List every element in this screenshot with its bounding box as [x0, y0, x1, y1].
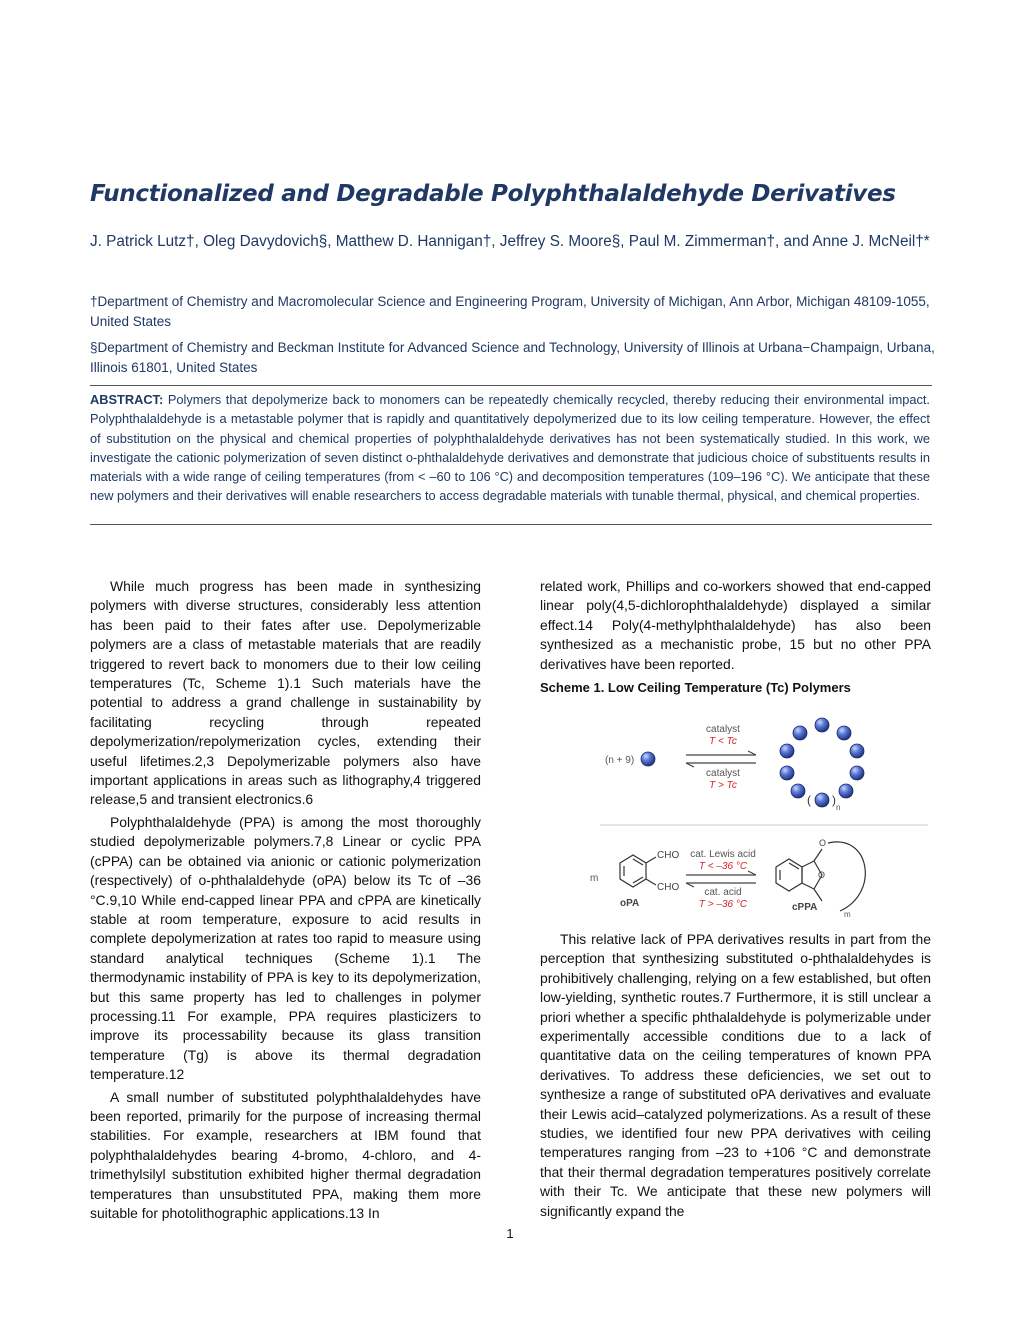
left-column [90, 577, 481, 1223]
svg-text:O: O [818, 870, 826, 881]
abstract-label: ABSTRACT: [90, 392, 164, 407]
cho-label-top: CHO [657, 850, 680, 862]
affiliation-illinois: §Department of Chemistry and Beckman Institute for Advanced Science and Technology, University of Illinois at Urbana−Champaign, Urbana, Illinois 61801, United States [90, 340, 935, 375]
affiliation-michigan: †Department of Chemistry and Macromolecular Science and Engineering Program, University of Michigan, Ann Arbor, Michigan 48109-1055, United States [90, 294, 930, 329]
bottom-polymer-subscript: m [844, 910, 851, 920]
svg-text:): ) [832, 793, 836, 808]
top-forward-catalyst: catalyst [706, 724, 740, 736]
abstract-bottom-rule [90, 524, 932, 525]
monomer-count-label: (n + 9) [605, 755, 635, 767]
author-list: J. Patrick Lutz†, Oleg Davydovich§, Matthew D. Hannigan†, Jeffrey S. Moore§, Paul M. Zimmerman†, and Anne J. McNeil†* [90, 233, 930, 250]
bottom-reverse-catalyst: cat. acid [704, 887, 742, 899]
opa-label: oPA [620, 898, 640, 910]
cppa-label: cPPA [792, 902, 818, 914]
bottom-m-label: m [590, 873, 599, 885]
monomer-sphere [641, 752, 655, 766]
top-forward-temp: T < Tc [709, 736, 737, 748]
right-column [540, 577, 931, 941]
paper-title: Functionalized and Degradable Polyphthalaldehyde Derivatives [90, 181, 896, 207]
abstract-top-rule [90, 385, 932, 386]
top-polymer-subscript: n [836, 803, 841, 813]
bottom-forward-catalyst: cat. Lewis acid [690, 849, 756, 861]
svg-text:O: O [819, 838, 827, 849]
bottom-reverse-temp: T > –36 °C [698, 899, 748, 911]
scheme-title: Scheme 1. Low Ceiling Temperature (Tc) Polymers [540, 680, 851, 696]
cyclic-polymer-ring [780, 718, 864, 807]
svg-text:(: ( [807, 793, 811, 808]
paragraph-related-work: related work, Phillips and co-workers showed that end-capped linear poly(4,5-dichlorophthalaldehyde) displayed a similar effect.14 Poly(4-methylphthalaldehyde) has also been synthesized as a mechanistic probe, 15 but no other PPA derivatives have been reported. [540, 578, 931, 672]
paragraph-substituted: A small number of substituted polyphthalaldehydes have been reported, primarily for the purpose of increasing thermal stabilities. For example, researchers at IBM found that polyphthalaldehydes bearing 4-bromo, 4-chloro, and 4-trimethylsilyl substitution exhibited higher thermal degradation temperatures than unsubstituted PPA, making them more suitable for photolithographic applications.13 In [90, 1088, 481, 1221]
opa-structure [620, 855, 656, 887]
paragraph-ppa: Polyphthalaldehyde (PPA) is among the most thoroughly studied depolymerizable polymers.7,8 Linear or cyclic PPA (cPPA) can be obtained via anionic or cationic polymerization (respectively) of o-phthalaldehyde (oPA) below its Tc of –36 °C.9,10 While end-capped linear PPA and cPPA are kinetically stable at room temperature, exposure to acid results in complete depolymerization at rates too rapid to measure using standard analytical techniques (Scheme 1).1 The thermodynamic instability of PPA is key to its depolymerization, but this same property has led to challenges in polymer processing.11 For example, PPA requires plasticizers to improve its processability because its glass transition temperature (Tg) is above its thermal degradation temperature.12 [90, 813, 481, 1083]
top-reverse-temp: T > Tc [709, 780, 737, 792]
cho-label-bottom: CHO [657, 882, 680, 894]
paragraph-lack-of-derivatives: This relative lack of PPA derivatives results in part from the perception that synthesizing substituted o-phthalaldehydes is prohibitively challenging, relying on a few established, but often low-yielding, synthetic routes.7 Furthermore, it is still unclear a priori whether a specific phthalaldehyde is polymerizable under experimentally accessible conditions due to a lack of quantitative data on the ceiling temperatures of known PPA derivatives. To address these deficiencies, we set out to synthesize a range of substituted oPA derivatives and evaluate their Lewis acid–catalyzed polymerizations. As a result of these studies, we identified four new PPA derivatives with ceiling temperatures ranging from –23 to +106 °C and demonstrate that their thermal degradation temperatures positively correlate with their Tc. We anticipate that these new polymers will significantly expand the [540, 931, 931, 1219]
right-column-continued [540, 930, 931, 1221]
bottom-forward-temp: T < –36 °C [698, 861, 748, 873]
abstract-text: Polymers that depolymerize back to monomers can be repeatedly chemically recycled, thereby reducing their environmental impact. Polyphthalaldehyde is a metastable polymer that is rapidly and quantitatively depolymerized due to its low ceiling temperature. However, the effect of substitution on the physical and chemical properties of polyphthalaldehyde derivatives has not been systematically studied. In this work, we investigate the cationic polymerization of seven distinct o-phthalaldehyde derivatives and demonstrate that judicious choice of substituents results in materials with a wide range of ceiling temperatures (from < –60 to 106 °C) and decomposition temperatures (109–196 °C). We anticipate that these new polymers and their derivatives will enable researchers to access degradable materials with tunable thermal, physical, and chemical properties. [90, 392, 930, 504]
scheme-1-figure [540, 703, 931, 939]
top-reverse-catalyst: catalyst [706, 768, 740, 780]
paragraph-intro: While much progress has been made in synthesizing polymers with diverse structures, considerably less attention has been paid to their fates after use. Depolymerizable polymers are a class of metastable materials that are readily triggered to revert back to monomers due to their low ceiling temperatures (Tc, Scheme 1).1 Such materials have the potential to address a grand challenge in sustainability by facilitating recycling through repeated depolymerization/repolymerization cycles, extending their useful lifetimes.2,3 Depolymerizable polymers also have important applications in areas such as lithography,4 triggered release,5 and transient electronics.6 [90, 578, 481, 808]
abstract [90, 390, 930, 506]
page-number: 1 [506, 1226, 514, 1241]
